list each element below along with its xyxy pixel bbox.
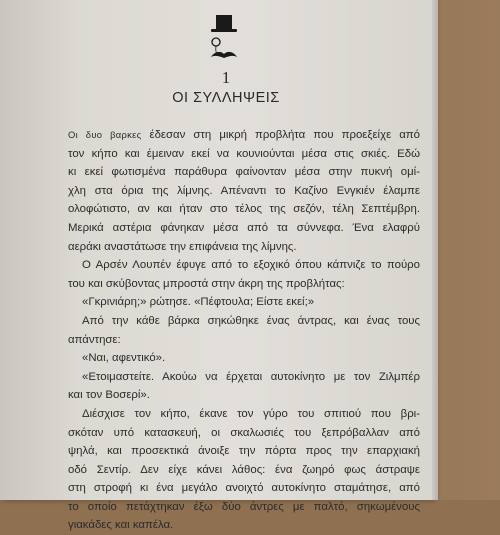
text-line-content: σκόταν υπό κατασκευή, οι σκαλωσιές του ξεπρόβαλλαν από (68, 426, 420, 439)
text-line-content: το οποίο πετάχτηκαν έξω δύο άντρες με παλτό, σηκωμένους (68, 500, 420, 513)
body-text (68, 126, 420, 535)
text-line (68, 498, 420, 517)
text-line (68, 182, 420, 201)
text-line-content: Από την κάθε βάρκα σηκώθηκε ένας άντρας, και ένας τους (82, 314, 420, 327)
text-line (68, 126, 420, 145)
text-line-content: χλη στα όρια της λίμνης. Απέναντι το Καζίνο Ενγκιέν έλαμπε (68, 184, 420, 197)
chapter-title: ΟΙ ΣΥΛΛΗΨΕΙΣ (172, 90, 280, 106)
text-line-content: «Γκρινιάρη;» ρώτησε. «Πέφτουλα; Είστε εκεί;» (82, 296, 315, 309)
text-line-content: και τον Βοσερί». (68, 389, 150, 402)
text-line-content: ολοφώτιστο, αν και ήταν στο τέλος της σεζόν, τέλη Σεπτέμβρη. (68, 203, 420, 216)
text-line-content: κι εκεί φωτισμένα παράθυρα φαίνονταν μέσα στην πυκνή ομί- (68, 166, 420, 179)
text-line (68, 163, 420, 182)
chapter-number: 1 (221, 68, 231, 87)
text-line-content: Διέσχισε τον κήπο, έκανε τον γύρο του σπιτιού που βρι- (82, 407, 420, 420)
text-line (68, 293, 420, 312)
text-line (68, 145, 420, 164)
opening-smallcaps: Οι δυο βαρκες (68, 129, 142, 140)
text-line (68, 368, 420, 387)
text-line-content: έδεσαν στη μικρή προβλήτα που προεξείχε από (141, 129, 421, 141)
page-edge (432, 0, 438, 500)
text-line-content: τον κήπο και έμειναν εκεί να κουνιούνται μέσα στις σκιές. Εδώ (68, 147, 420, 160)
text-line (68, 331, 420, 350)
top-hat-monocle-moustache-icon (206, 14, 242, 70)
text-line-content: γιακάδες και καπέλα. (68, 519, 174, 532)
text-line (68, 479, 420, 498)
text-line-content: οδό Σεντίρ. Δεν είχε κάνει λάθος: ένα ζωηρό φως άστραψε (68, 463, 420, 476)
text-line (68, 516, 420, 535)
text-line (68, 442, 420, 461)
text-line-content: ψηλά, και προσεκτικά άνοιξε την πόρτα προς την επαρχιακή (68, 445, 420, 458)
text-line-content: Μερικά αστέρια φάνηκαν μέσα από τα σύννεφα. Ένα ελαφρύ (68, 221, 420, 234)
text-line-content: του και σκύβοντας μπροστά στην άκρη της προβλήτας: (68, 277, 345, 290)
text-line-content: απάντησε: (68, 333, 121, 346)
text-line (68, 461, 420, 480)
text-line-content: Ο Αρσέν Λουπέν έφυγε από το εξοχικό όπου κάπνιζε το πούρο (82, 259, 420, 272)
text-line-content: «Ετοιμαστείτε. Ακούω να έρχεται αυτοκίνητο με τον Ζιλμπέρ (82, 370, 420, 383)
text-line-content: «Ναι, αφεντικό». (82, 352, 166, 365)
text-line (68, 405, 420, 424)
text-line (68, 349, 420, 368)
text-line (68, 256, 420, 275)
text-line-content: αεράκι αναστάτωσε την επιφάνεια της λίμνης. (68, 240, 297, 253)
text-line (68, 238, 420, 257)
text-line (68, 312, 420, 331)
text-line (68, 219, 420, 238)
text-line (68, 200, 420, 219)
text-line (68, 386, 420, 405)
text-line-content: στη στροφή κι ένα μεγάλο ανοιχτό αυτοκίνητο σταμάτησε, από (68, 482, 420, 495)
text-line (68, 424, 420, 443)
text-line (68, 275, 420, 294)
